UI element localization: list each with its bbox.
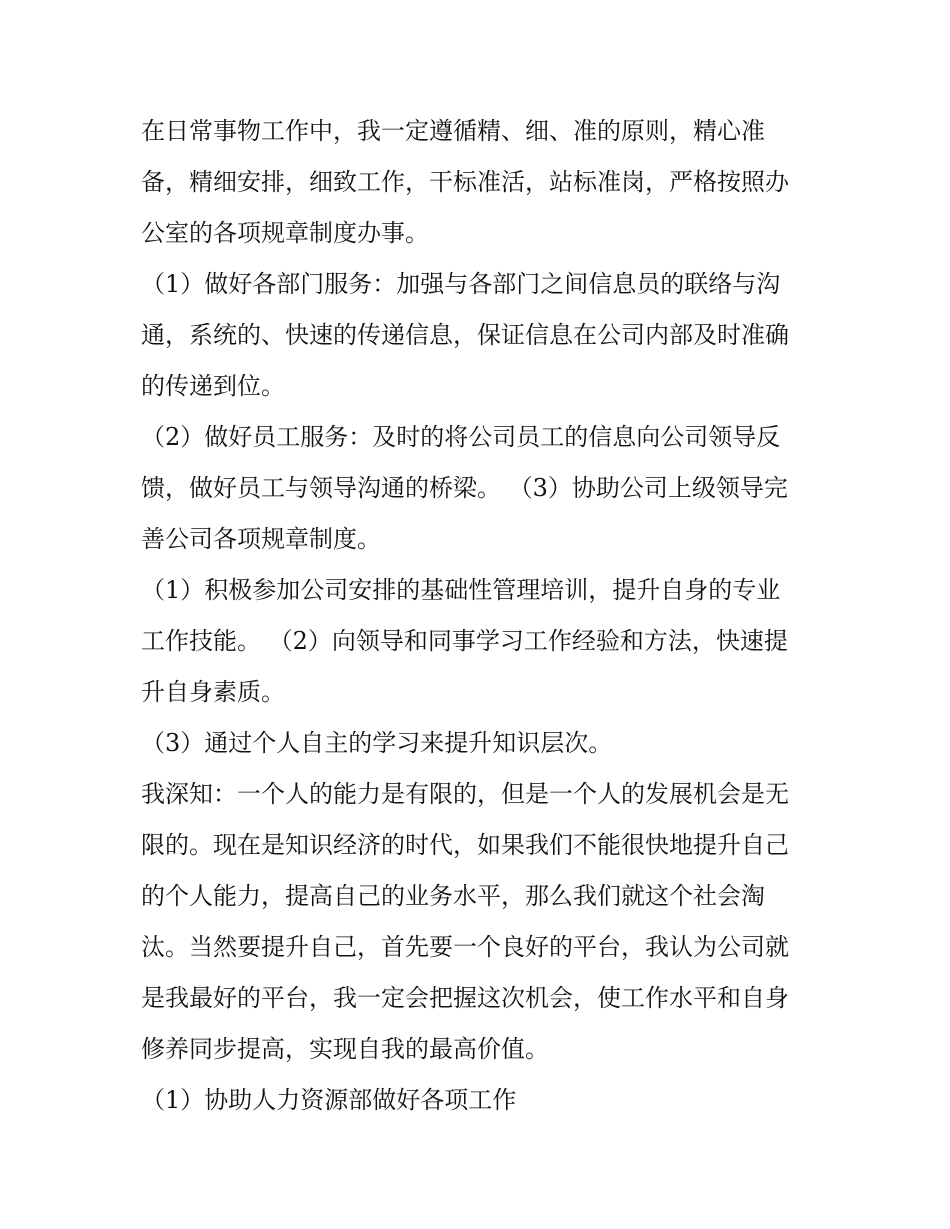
text-line: 的传递到位。: [141, 372, 285, 400]
text-line: 的个人能力，提高自己的业务水平，那么我们就这个社会淘: [141, 882, 765, 910]
text-line: 汰。当然要提升自己，首先要一个良好的平台，我认为公司就: [141, 933, 789, 961]
text-line: 通，系统的、快速的传递信息，保证信息在公司内部及时准确: [141, 321, 789, 349]
text-line: 我深知：一个人的能力是有限的，但是一个人的发展机会是无: [141, 780, 789, 808]
text-line: （1）协助人力资源部做好各项工作: [141, 1086, 517, 1114]
text-line: 备，精细安排，细致工作，干标准活，站标准岗，严格按照办: [141, 168, 789, 196]
text-line: 升自身素质。: [141, 678, 285, 706]
text-line: 馈，做好员工与领导沟通的桥梁。 （3）协助公司上级领导完: [141, 474, 788, 502]
text-line: 是我最好的平台，我一定会把握这次机会，使工作水平和自身: [141, 984, 789, 1012]
text-line: 善公司各项规章制度。: [141, 525, 381, 553]
text-line: 在日常事物工作中，我一定遵循精、细、准的原则，精心准: [141, 117, 765, 145]
text-line: （2）做好员工服务：及时的将公司员工的信息向公司领导反: [141, 423, 781, 451]
text-line: （1）做好各部门服务：加强与各部门之间信息员的联络与沟: [141, 270, 781, 298]
text-line: 公室的各项规章制度办事。: [141, 219, 429, 247]
text-line: 限的。现在是知识经济的时代，如果我们不能很快地提升自己: [141, 831, 789, 859]
text-line: （3）通过个人自主的学习来提升知识层次。: [141, 729, 613, 757]
text-line: 工作技能。 （2）向领导和同事学习工作经验和方法，快速提: [141, 627, 788, 655]
document-body: [141, 106, 821, 1126]
text-line: 修养同步提高，实现自我的最高价值。: [141, 1035, 549, 1063]
text-line: （1）积极参加公司安排的基础性管理培训，提升自身的专业: [141, 576, 781, 604]
